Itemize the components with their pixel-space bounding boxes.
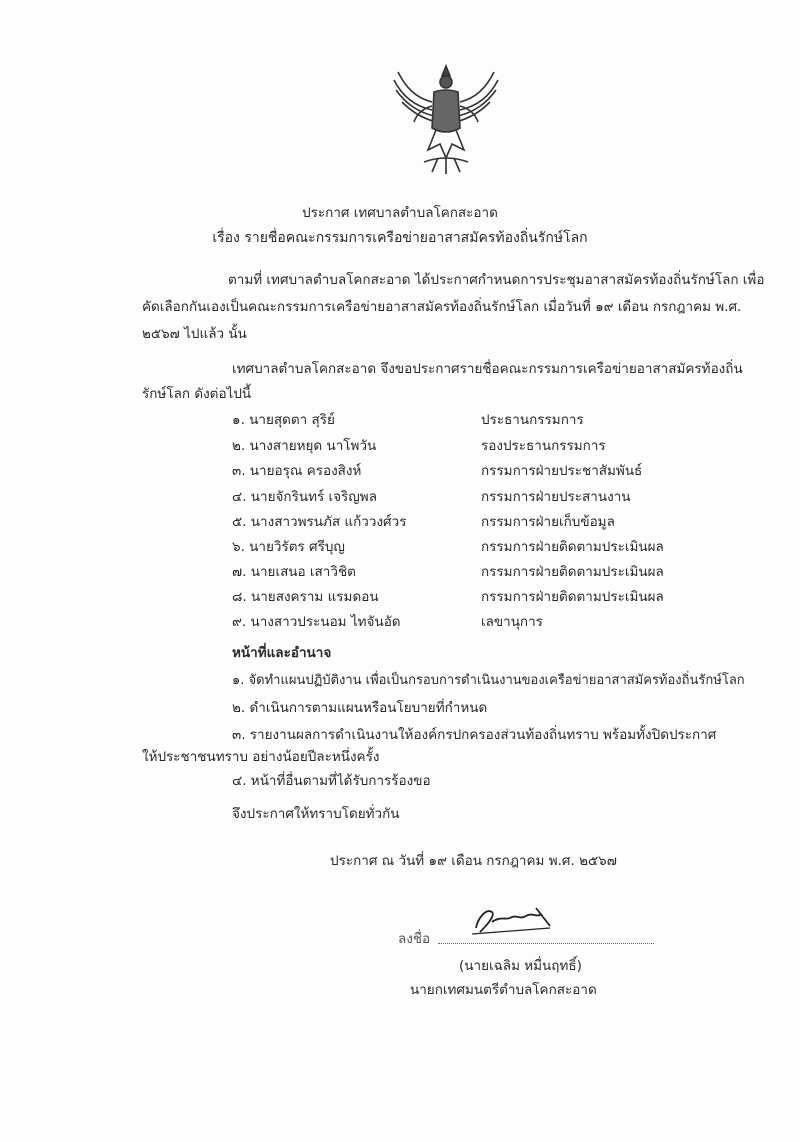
duty-item-1: ๑. จัดทำแผนปฏิบัติงาน เพื่อเป็นกรอบการดำเนินงานของเครือข่ายอาสาสมัครท้องถิ่นรักษ์โลก bbox=[232, 673, 745, 688]
member-role: กรรมการฝ่ายติดตามประเมินผล bbox=[481, 589, 664, 605]
garuda-emblem bbox=[388, 58, 504, 178]
duties-heading: หน้าที่และอำนาจ bbox=[232, 645, 332, 661]
member-name: ๓. นายอรุณ ครองสิงห์ bbox=[232, 463, 362, 479]
subject-line: เรื่อง รายชื่อคณะกรรมการเครือข่ายอาสาสมัครท้องถิ่นรักษ์โลก bbox=[212, 230, 588, 246]
duty-item-4: ๔. หน้าที่อื่นตามที่ได้รับการร้องขอ bbox=[232, 773, 431, 789]
member-role: กรรมการฝ่ายเก็บข้อมูล bbox=[481, 514, 615, 530]
member-role: ประธานกรรมการ bbox=[481, 412, 584, 428]
announcement-title: ประกาศ เทศบาลตำบลโคกสะอาด bbox=[302, 205, 498, 221]
duty-item-3-line2: ให้ประชาชนทราบ อย่างน้อยปีละหนึ่งครั้ง bbox=[142, 749, 380, 765]
member-role: กรรมการฝ่ายติดตามประเมินผล bbox=[481, 564, 664, 580]
signer-title: นายกเทศมนตรีตำบลโคกสะอาด bbox=[410, 982, 597, 998]
signer-name: (นายเฉลิม หมื่นฤทธิ์) bbox=[459, 958, 582, 974]
member-name: ๔. นายจักรินทร์ เจริญพล bbox=[232, 489, 377, 505]
member-role: กรรมการฝ่ายประชาสัมพันธ์ bbox=[481, 463, 643, 479]
member-role: กรรมการฝ่ายประสานงาน bbox=[481, 489, 631, 505]
duty-item-2: ๒. ดำเนินการตามแผนหรือนโยบายที่กำหนด bbox=[232, 700, 488, 716]
para2-line1: เทศบาลตำบลโคกสะอาด จึงขอประกาศรายชื่อคณะกรรมการเครือข่ายอาสาสมัครท้องถิ่น bbox=[232, 361, 743, 377]
member-name: ๕. นางสาวพรนภัส แก้ววงศ์วร bbox=[232, 514, 407, 530]
member-role: กรรมการฝ่ายติดตามประเมินผล bbox=[481, 539, 664, 555]
member-role: รองประธานกรรมการ bbox=[481, 438, 606, 454]
signature-line bbox=[438, 943, 654, 944]
para1-line3: ๒๕๖๗ ไปแล้ว นั้น bbox=[142, 326, 247, 342]
duty-item-3-line1: ๓. รายงานผลการดำเนินงานให้องค์กรปกครองส่วนท้องถิ่นทราบ พร้อมทั้งปิดประกาศ bbox=[232, 727, 717, 743]
member-name: ๙. นางสาวประนอม ไทจันอัด bbox=[232, 614, 401, 630]
member-name: ๘. นายสงคราม แรมดอน bbox=[232, 589, 379, 605]
para1-line2: คัดเลือกกันเองเป็นคณะกรรมการเครือข่ายอาสาสมัครท้องถิ่นรักษ์โลก เมื่อวันที่ ๑๙ เดือน กรกฎาคม พ.ศ. bbox=[142, 299, 742, 315]
sign-label: ลงชื่อ bbox=[398, 931, 431, 947]
para1-line1: ตามที่ เทศบาลตำบลโคกสะอาด ได้ประกาศกำหนดการประชุมอาสาสมัครท้องถิ่นรักษ์โลก เพื่อ bbox=[228, 272, 765, 288]
member-name: ๖. นายวิรัตร ศรีบุญ bbox=[232, 539, 345, 555]
para2-line2: รักษ์โลก ดังต่อไปนี้ bbox=[142, 386, 252, 402]
member-name: ๒. นางสายหยุด นาโพวัน bbox=[232, 438, 377, 454]
member-name: ๗. นายเสนอ เสาวิชิต bbox=[232, 564, 356, 580]
announcement-date: ประกาศ ณ วันที่ ๑๙ เดือน กรกฎาคม พ.ศ. ๒๕๖๗ bbox=[330, 853, 617, 869]
closing-statement: จึงประกาศให้ทราบโดยทั่วกัน bbox=[232, 806, 400, 822]
handwritten-signature bbox=[466, 898, 556, 938]
member-role: เลขานุการ bbox=[481, 614, 543, 630]
member-name: ๑. นายสุดตา สุริย์ bbox=[232, 412, 335, 428]
